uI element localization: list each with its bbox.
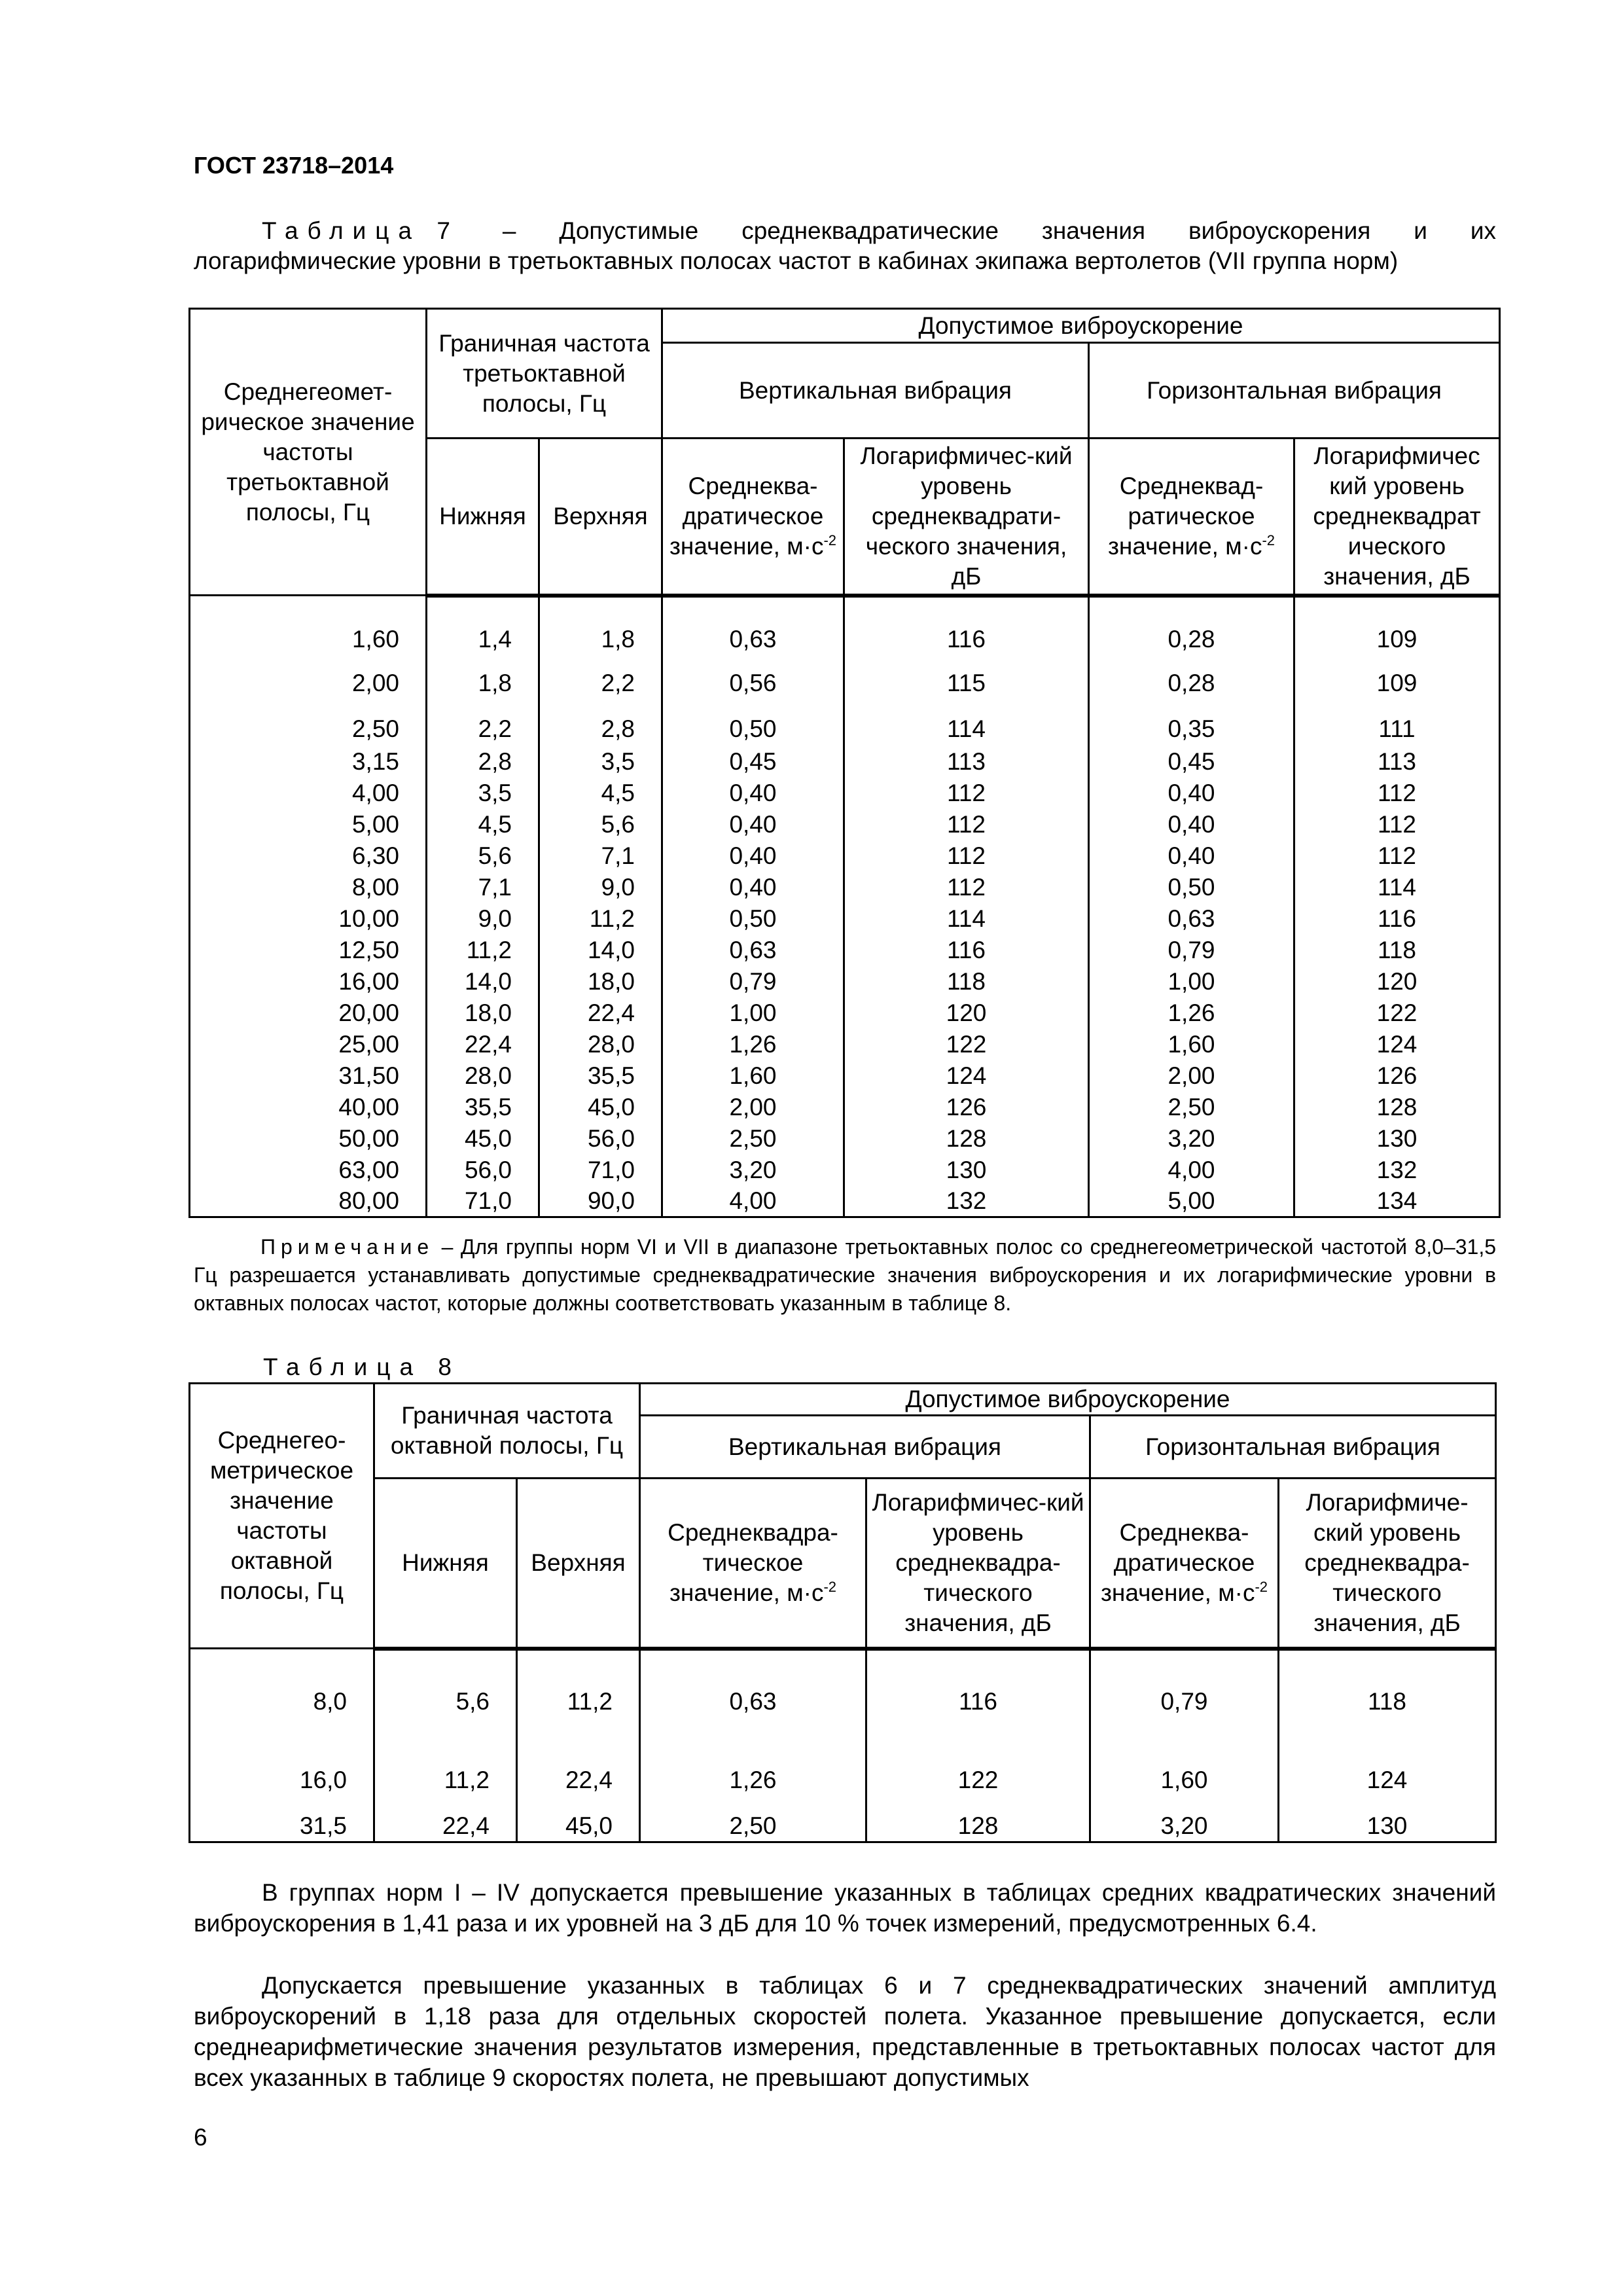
t7-cell-freq: 12,50 <box>190 935 427 966</box>
t8-cell-lower: 11,2 <box>374 1717 517 1795</box>
t7-cell-freq: 6,30 <box>190 840 427 872</box>
t8-cell-freq: 16,0 <box>190 1717 374 1795</box>
t7-cell-h-rms: 2,00 <box>1089 1060 1294 1092</box>
note-indent <box>194 1235 260 1259</box>
t7-header-v-log: Логарифмичес-кий уровень среднеквадрати-ческого значения, дБ <box>844 439 1089 596</box>
t7-cell-h-log: 122 <box>1294 997 1500 1029</box>
table7-caption-first-line <box>194 216 1496 246</box>
t8-cell-v-rms: 0,63 <box>640 1649 866 1717</box>
t7-row <box>190 1186 1500 1217</box>
t7-row <box>190 1123 1500 1155</box>
t7-row <box>190 966 1500 997</box>
t7-cell-h-log: 112 <box>1294 809 1500 840</box>
t7-cell-freq: 50,00 <box>190 1123 427 1155</box>
t7-row <box>190 1155 1500 1186</box>
t7-cell-freq: 3,15 <box>190 746 427 778</box>
t7-cell-h-rms: 1,60 <box>1089 1029 1294 1060</box>
t8-header-allowed: Допустимое виброускорение <box>640 1384 1496 1416</box>
t7-cell-v-log: 112 <box>844 872 1089 903</box>
t7-cell-upper: 9,0 <box>539 872 662 903</box>
t7-cell-freq: 2,00 <box>190 655 427 712</box>
t7-row <box>190 655 1500 712</box>
t7-cell-h-rms: 0,28 <box>1089 596 1294 655</box>
table7-caption-word: и <box>1414 217 1427 244</box>
t8-cell-h-log: 124 <box>1279 1717 1496 1795</box>
t7-cell-v-log: 112 <box>844 840 1089 872</box>
t7-cell-h-rms: 0,40 <box>1089 809 1294 840</box>
t8-cell-lower: 5,6 <box>374 1649 517 1717</box>
t7-cell-lower: 18,0 <box>427 997 539 1029</box>
t7-cell-lower: 45,0 <box>427 1123 539 1155</box>
t7-header-upper: Верхняя <box>539 439 662 596</box>
t7-cell-upper: 2,8 <box>539 712 662 746</box>
t7-cell-h-rms: 0,35 <box>1089 712 1294 746</box>
t7-cell-upper: 22,4 <box>539 997 662 1029</box>
t7-header-v-rms-exp: -2 <box>823 531 837 548</box>
t7-cell-lower: 2,8 <box>427 746 539 778</box>
t7-cell-upper: 28,0 <box>539 1029 662 1060</box>
t7-row <box>190 840 1500 872</box>
t7-row <box>190 1060 1500 1092</box>
t7-cell-freq: 10,00 <box>190 903 427 935</box>
t8-row <box>190 1649 1496 1717</box>
t7-cell-freq: 5,00 <box>190 809 427 840</box>
t7-cell-h-log: 126 <box>1294 1060 1500 1092</box>
t7-cell-v-rms: 1,26 <box>662 1029 844 1060</box>
t7-cell-freq: 25,00 <box>190 1029 427 1060</box>
document-header: ГОСТ 23718–2014 <box>194 152 394 179</box>
t8-cell-freq: 31,5 <box>190 1795 374 1842</box>
page-number: 6 <box>194 2124 207 2151</box>
t7-cell-h-rms: 3,20 <box>1089 1123 1294 1155</box>
t7-cell-lower: 3,5 <box>427 778 539 809</box>
note-label: Примечание <box>260 1235 435 1259</box>
t7-cell-v-rms: 0,45 <box>662 746 844 778</box>
t7-cell-upper: 7,1 <box>539 840 662 872</box>
t7-cell-freq: 16,00 <box>190 966 427 997</box>
t7-cell-lower: 28,0 <box>427 1060 539 1092</box>
t7-cell-v-log: 113 <box>844 746 1089 778</box>
t7-cell-h-log: 130 <box>1294 1123 1500 1155</box>
t7-cell-h-rms: 0,50 <box>1089 872 1294 903</box>
t7-cell-freq: 31,50 <box>190 1060 427 1092</box>
t8-cell-h-rms: 0,79 <box>1090 1649 1279 1717</box>
t8-cell-upper: 22,4 <box>517 1717 640 1795</box>
t8-header-v-log: Логарифмичес-кий уровень среднеквадра-тического значения, дБ <box>866 1479 1090 1649</box>
t7-cell-h-rms: 0,40 <box>1089 778 1294 809</box>
t7-cell-h-rms: 0,45 <box>1089 746 1294 778</box>
t7-cell-upper: 5,6 <box>539 809 662 840</box>
t7-cell-v-rms: 4,00 <box>662 1186 844 1217</box>
t8-cell-h-log: 118 <box>1279 1649 1496 1717</box>
table7-caption-dash: – <box>502 217 516 244</box>
t7-cell-h-log: 112 <box>1294 778 1500 809</box>
t7-cell-v-log: 120 <box>844 997 1089 1029</box>
t7-cell-h-rms: 5,00 <box>1089 1186 1294 1217</box>
t7-header-h-rms-exp: -2 <box>1262 531 1275 548</box>
t7-cell-h-log: 124 <box>1294 1029 1500 1060</box>
t8-header-h-rms-text: Среднеква-дратическое значение, м·с <box>1100 1518 1255 1606</box>
t8-cell-upper: 11,2 <box>517 1649 640 1717</box>
t8-header-h-log: Логарифмиче-ский уровень среднеквадра-тического значения, дБ <box>1279 1479 1496 1649</box>
t7-cell-h-rms: 1,00 <box>1089 966 1294 997</box>
t7-cell-upper: 1,8 <box>539 596 662 655</box>
t8-row <box>190 1795 1496 1842</box>
t7-cell-v-rms: 0,40 <box>662 809 844 840</box>
table7-caption-word: виброускорения <box>1188 217 1371 244</box>
t8-cell-v-log: 122 <box>866 1717 1090 1795</box>
t7-cell-v-log: 114 <box>844 712 1089 746</box>
t7-cell-h-log: 128 <box>1294 1092 1500 1123</box>
t7-cell-h-log: 118 <box>1294 935 1500 966</box>
table7-caption-word: их <box>1470 217 1496 244</box>
t7-cell-h-rms: 0,28 <box>1089 655 1294 712</box>
t8-cell-v-rms: 2,50 <box>640 1795 866 1842</box>
t7-cell-v-rms: 0,50 <box>662 712 844 746</box>
t7-header-h-rms <box>1089 439 1294 596</box>
t7-header-vertical: Вертикальная вибрация <box>662 343 1089 439</box>
t7-header-v-rms-text: Среднеква-дратическое значение, м·с <box>669 472 824 560</box>
t7-cell-h-rms: 0,79 <box>1089 935 1294 966</box>
t7-cell-freq: 40,00 <box>190 1092 427 1123</box>
t7-row <box>190 1029 1500 1060</box>
t7-header-freq: Среднегеомет-рическое значение частоты третьоктавной полосы, Гц <box>190 309 427 596</box>
t7-cell-v-rms: 0,50 <box>662 903 844 935</box>
t7-cell-v-log: 112 <box>844 778 1089 809</box>
t7-cell-freq: 1,60 <box>190 596 427 655</box>
t8-header-v-rms-exp: -2 <box>823 1578 837 1595</box>
t7-cell-lower: 35,5 <box>427 1092 539 1123</box>
table7-caption-word: среднеквадратические <box>741 217 999 244</box>
paragraph-2-text: Допускается превышение указанных в таблицах 6 и 7 среднеквадратических значений амплитуд виброускорений в 1,18 раза для отдельных скоростей полета. Указанное превышение допускается, если среднеарифметические значения результатов измерения, представленные в третьоктавных полосах частот для всех указанных в таблице 9 скоростях полета, не превышают допустимых <box>194 1972 1496 2091</box>
t7-cell-h-log: 112 <box>1294 840 1500 872</box>
t7-header-lower: Нижняя <box>427 439 539 596</box>
t7-cell-lower: 56,0 <box>427 1155 539 1186</box>
t7-row <box>190 746 1500 778</box>
t7-cell-h-log: 109 <box>1294 655 1500 712</box>
t7-cell-v-log: 116 <box>844 935 1089 966</box>
paragraph-1 <box>194 1877 1496 1939</box>
t7-cell-upper: 45,0 <box>539 1092 662 1123</box>
t7-cell-h-log: 113 <box>1294 746 1500 778</box>
t7-cell-freq: 4,00 <box>190 778 427 809</box>
t7-cell-lower: 1,4 <box>427 596 539 655</box>
t8-cell-v-rms: 1,26 <box>640 1717 866 1795</box>
t8-cell-h-log: 130 <box>1279 1795 1496 1842</box>
t7-cell-v-rms: 0,56 <box>662 655 844 712</box>
t7-cell-v-rms: 3,20 <box>662 1155 844 1186</box>
t7-cell-lower: 2,2 <box>427 712 539 746</box>
t8-header-h-rms <box>1090 1479 1279 1649</box>
t7-cell-freq: 20,00 <box>190 997 427 1029</box>
t7-cell-lower: 5,6 <box>427 840 539 872</box>
t7-cell-v-rms: 1,60 <box>662 1060 844 1092</box>
t7-cell-upper: 3,5 <box>539 746 662 778</box>
t8-header-lower: Нижняя <box>374 1479 517 1649</box>
t7-row <box>190 935 1500 966</box>
t7-cell-freq: 8,00 <box>190 872 427 903</box>
note-text: – Для группы норм VI и VII в диапазоне третьоктавных полос со среднегеометрической частотой 8,0–31,5 Гц разрешается устанавливать допустимые среднеквадратические значения виброускорения и их логарифмические уровни в октавных полосах частот, которые должны соответствовать указанным в таблице 8. <box>194 1235 1497 1315</box>
t8-header-v-rms-text: Среднеквадра-тическое значение, м·с <box>668 1518 838 1606</box>
t8-cell-v-log: 128 <box>866 1795 1090 1842</box>
t8-header-vertical: Вертикальная вибрация <box>640 1416 1090 1479</box>
t7-cell-h-log: 120 <box>1294 966 1500 997</box>
t7-cell-upper: 4,5 <box>539 778 662 809</box>
t7-cell-upper: 18,0 <box>539 966 662 997</box>
t7-cell-h-log: 111 <box>1294 712 1500 746</box>
t7-cell-v-rms: 0,40 <box>662 840 844 872</box>
t7-cell-h-log: 114 <box>1294 872 1500 903</box>
t7-cell-h-log: 109 <box>1294 596 1500 655</box>
t7-cell-v-rms: 0,40 <box>662 778 844 809</box>
t7-cell-v-log: 112 <box>844 809 1089 840</box>
t7-cell-v-log: 128 <box>844 1123 1089 1155</box>
t8-cell-v-log: 116 <box>866 1649 1090 1717</box>
table7-caption-word: Допустимые <box>559 217 699 244</box>
t7-cell-upper: 35,5 <box>539 1060 662 1092</box>
t7-cell-lower: 14,0 <box>427 966 539 997</box>
t7-row <box>190 903 1500 935</box>
t7-header-h-rms-text: Среднеквад-ратическое значение, м·с <box>1107 472 1264 560</box>
t7-cell-v-log: 126 <box>844 1092 1089 1123</box>
table-8 <box>188 1382 1497 1843</box>
t7-cell-freq: 63,00 <box>190 1155 427 1186</box>
t7-cell-lower: 22,4 <box>427 1029 539 1060</box>
t7-cell-v-log: 124 <box>844 1060 1089 1092</box>
t7-cell-lower: 1,8 <box>427 655 539 712</box>
t7-cell-v-log: 130 <box>844 1155 1089 1186</box>
t7-cell-upper: 90,0 <box>539 1186 662 1217</box>
paragraph-indent <box>194 1972 262 1999</box>
t7-cell-v-rms: 2,50 <box>662 1123 844 1155</box>
t7-cell-upper: 14,0 <box>539 935 662 966</box>
t8-header-boundary: Граничная частота октавной полосы, Гц <box>374 1384 640 1479</box>
t7-cell-upper: 56,0 <box>539 1123 662 1155</box>
t7-cell-lower: 7,1 <box>427 872 539 903</box>
t7-cell-v-rms: 0,63 <box>662 596 844 655</box>
t7-cell-lower: 71,0 <box>427 1186 539 1217</box>
t7-cell-lower: 9,0 <box>427 903 539 935</box>
t7-cell-v-rms: 0,63 <box>662 935 844 966</box>
t7-cell-h-rms: 4,00 <box>1089 1155 1294 1186</box>
t7-header-h-log: Логарифмичес кий уровень среднеквадрат ического значения, дБ <box>1294 439 1500 596</box>
t7-cell-v-log: 132 <box>844 1186 1089 1217</box>
t8-cell-upper: 45,0 <box>517 1795 640 1842</box>
t8-header-horizontal: Горизонтальная вибрация <box>1090 1416 1496 1479</box>
t7-cell-h-rms: 2,50 <box>1089 1092 1294 1123</box>
table7-caption <box>194 216 1496 276</box>
table7-caption-rest: логарифмические уровни в третьоктавных полосах частот в кабинах экипажа вертолетов (VII группа норм) <box>194 247 1399 274</box>
t8-cell-freq: 8,0 <box>190 1649 374 1717</box>
table7-caption-label: Таблица 7 <box>262 217 459 244</box>
t7-row <box>190 596 1500 655</box>
t7-cell-v-log: 118 <box>844 966 1089 997</box>
t7-cell-h-log: 134 <box>1294 1186 1500 1217</box>
t7-cell-upper: 11,2 <box>539 903 662 935</box>
t7-cell-h-log: 132 <box>1294 1155 1500 1186</box>
t7-cell-freq: 2,50 <box>190 712 427 746</box>
t7-cell-h-rms: 1,26 <box>1089 997 1294 1029</box>
t8-header-freq: Среднегео-метрическое значение частоты октавной полосы, Гц <box>190 1384 374 1649</box>
paragraph-1-text: В группах норм I – IV допускается превышение указанных в таблицах средних квадратических значений виброускорения в 1,41 раза и их уровней на 3 дБ для 10 % точек измерений, предусмотренных 6.4. <box>194 1879 1496 1937</box>
table-7 <box>188 308 1501 1218</box>
t7-cell-v-log: 116 <box>844 596 1089 655</box>
t7-cell-v-rms: 0,40 <box>662 872 844 903</box>
table7-caption-word: значения <box>1041 217 1146 244</box>
t7-cell-upper: 71,0 <box>539 1155 662 1186</box>
t7-cell-v-log: 115 <box>844 655 1089 712</box>
t7-cell-v-log: 114 <box>844 903 1089 935</box>
t7-cell-h-log: 116 <box>1294 903 1500 935</box>
t8-cell-h-rms: 1,60 <box>1090 1717 1279 1795</box>
t8-cell-h-rms: 3,20 <box>1090 1795 1279 1842</box>
t7-cell-lower: 11,2 <box>427 935 539 966</box>
t7-cell-v-log: 122 <box>844 1029 1089 1060</box>
t7-header-horizontal: Горизонтальная вибрация <box>1089 343 1500 439</box>
t7-row <box>190 712 1500 746</box>
t8-header-h-rms-exp: -2 <box>1255 1578 1268 1595</box>
t8-row <box>190 1717 1496 1795</box>
t7-cell-v-rms: 2,00 <box>662 1092 844 1123</box>
t8-cell-lower: 22,4 <box>374 1795 517 1842</box>
paragraph-indent <box>194 1879 262 1906</box>
table7-note <box>194 1233 1496 1318</box>
paragraph-2 <box>194 1970 1496 2093</box>
t7-cell-lower: 4,5 <box>427 809 539 840</box>
t7-row <box>190 872 1500 903</box>
t7-header-allowed: Допустимое виброускорение <box>662 309 1500 343</box>
t7-cell-upper: 2,2 <box>539 655 662 712</box>
t7-cell-freq: 80,00 <box>190 1186 427 1217</box>
table8-caption: Таблица 8 <box>263 1354 461 1380</box>
t7-header-boundary: Граничная частота третьоктавной полосы, Гц <box>427 309 662 439</box>
t7-row <box>190 997 1500 1029</box>
t7-cell-h-rms: 0,63 <box>1089 903 1294 935</box>
t7-row <box>190 1092 1500 1123</box>
t7-row <box>190 809 1500 840</box>
t7-cell-h-rms: 0,40 <box>1089 840 1294 872</box>
t8-header-upper: Верхняя <box>517 1479 640 1649</box>
t7-cell-v-rms: 1,00 <box>662 997 844 1029</box>
t7-header-v-rms <box>662 439 844 596</box>
t7-row <box>190 778 1500 809</box>
t8-header-v-rms <box>640 1479 866 1649</box>
t7-cell-v-rms: 0,79 <box>662 966 844 997</box>
